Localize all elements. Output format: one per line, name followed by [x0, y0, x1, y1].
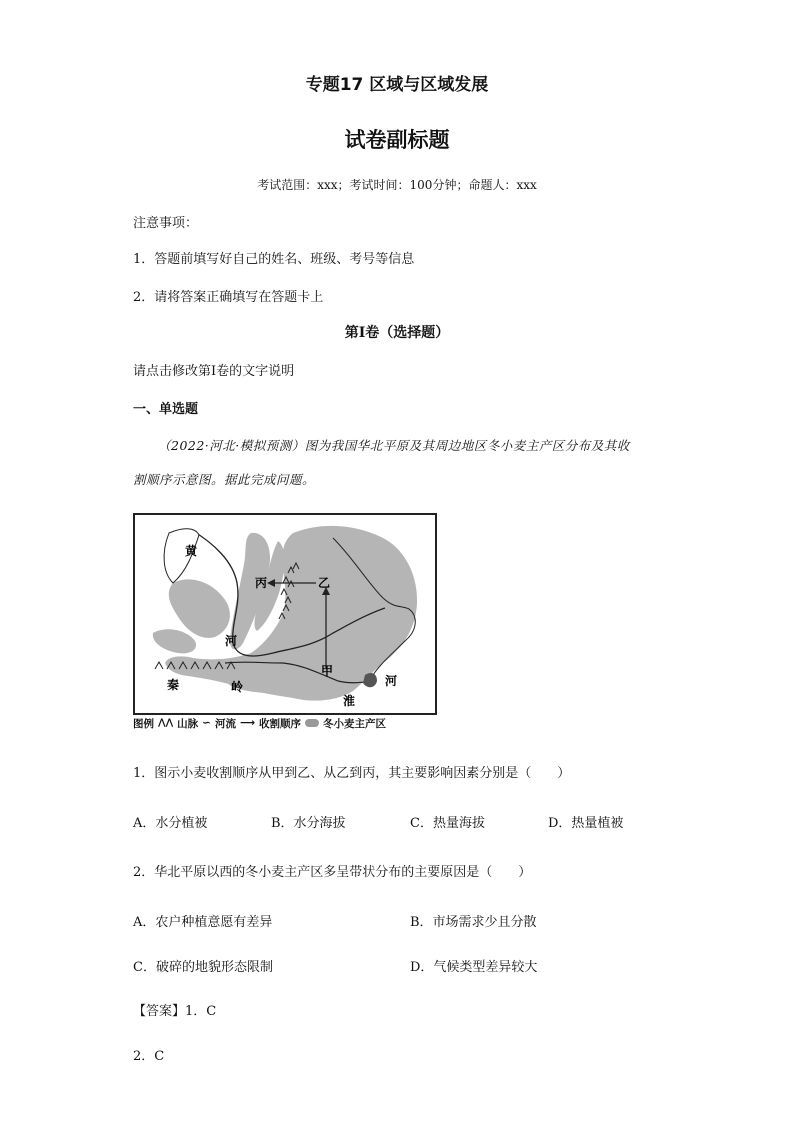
q1-option-d[interactable]: D．热量植被 [548, 816, 624, 831]
label-he-2: 河 [385, 674, 398, 688]
legend-river: 河流 [214, 717, 236, 730]
note-item-1: 1．答题前填写好自己的姓名、班级、考号等信息 [133, 252, 415, 267]
q1-option-b[interactable]: B．水分海拔 [271, 816, 346, 831]
map-figure [133, 513, 437, 715]
label-jia: 甲 [321, 664, 334, 678]
page-subtitle: 试卷副标题 [344, 127, 450, 152]
label-ling: 岭 [231, 680, 244, 694]
label-bing: 丙 [255, 576, 268, 590]
answer-line-2: 2．C [133, 1049, 165, 1064]
q1-option-a[interactable]: A．水分植被 [133, 816, 208, 831]
q2-option-b[interactable]: B．市场需求少且分散 [410, 915, 537, 930]
section-description: 请点击修改第I卷的文字说明 [133, 364, 295, 379]
label-huai: 淮 [343, 694, 356, 708]
question-1: 1．图示小麦收割顺序从甲到乙、从乙到丙，其主要影响因素分别是（ ） [133, 766, 571, 781]
legend-area: 冬小麦主产区 [323, 717, 387, 730]
wheat-harvest-map [133, 513, 437, 733]
q2-option-a[interactable]: A．农户种植意愿有差异 [133, 915, 273, 930]
legend-mountain: 山脉 [177, 717, 199, 730]
label-huang: 黄 [185, 544, 198, 558]
notes-heading: 注意事项： [133, 216, 199, 231]
part-heading: 一、单选题 [133, 402, 199, 417]
question-stem-line-2: 割顺序示意图。据此完成问题。 [133, 472, 316, 487]
question-stem-line-1: （2022·河北·模拟预测）图为我国华北平原及其周边地区冬小麦主产区分布及其收 [158, 438, 630, 453]
section-title: 第I卷（选择题） [344, 325, 450, 341]
exam-info: 考试范围：xxx；考试时间：100分钟；命题人：xxx [257, 178, 537, 192]
q2-option-d[interactable]: D．气候类型差异较大 [410, 960, 538, 975]
map-legend [133, 715, 437, 731]
answer-line-1: 【答案】1．C [133, 1004, 217, 1019]
note-item-2: 2．请将答案正确填写在答题卡上 [133, 290, 324, 305]
legend-order: 收割顺序 [259, 717, 302, 730]
label-qin: 秦 [167, 678, 180, 692]
mountain-icon: ⋀⋀ [158, 718, 174, 728]
q2-option-c[interactable]: C．破碎的地貌形态限制 [133, 960, 273, 975]
question-2: 2．华北平原以西的冬小麦主产区多呈带状分布的主要原因是（ ） [133, 865, 532, 880]
page-title: 专题17 区域与区域发展 [305, 75, 489, 95]
river-icon: ∽ [202, 717, 211, 729]
lake-shape [363, 673, 377, 687]
area-swatch-icon [305, 719, 319, 727]
legend-title: 图例 [133, 717, 154, 730]
q1-option-c[interactable]: C．热量海拔 [410, 816, 485, 831]
arrow-icon: ⟶ [239, 717, 256, 729]
label-yi: 乙 [318, 576, 331, 590]
label-he: 河 [225, 634, 238, 648]
